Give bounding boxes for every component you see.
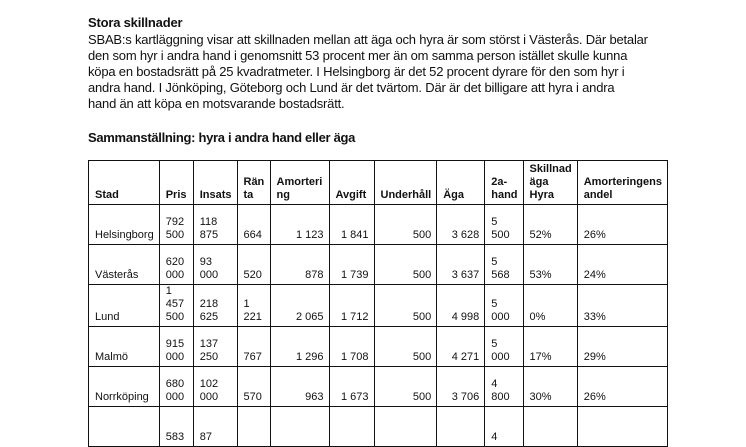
table-cell	[437, 407, 485, 447]
table-cell: 500	[374, 327, 437, 367]
table-cell: 4 271	[437, 327, 485, 367]
table-cell: 767	[237, 327, 270, 367]
table-cell: 29%	[577, 327, 667, 367]
table-cell: 1 457 500	[159, 285, 193, 327]
table-cell: 583	[159, 407, 193, 447]
table-cell: Västerås	[89, 245, 160, 285]
table-cell: 1 712	[329, 285, 374, 327]
table-cell: 1 739	[329, 245, 374, 285]
table-cell: 118 875	[193, 205, 237, 245]
table-cell: 93 000	[193, 245, 237, 285]
paragraph-line: köpa en bostadsrätt på 25 kvadratmeter. I Helsingborg är det 52 procent dyrare för den som hyr i	[88, 64, 625, 79]
header-cell: Äga	[437, 161, 485, 205]
paragraph-line: den som hyr i andra hand i genomsnitt 53 procent mer än om samma person istället skulle kunna	[88, 48, 628, 63]
table-cell: 53%	[523, 245, 577, 285]
table-cell: 5 500	[485, 205, 523, 245]
table-cell	[374, 407, 437, 447]
table-cell: 4	[485, 407, 523, 447]
table-cell: 102 000	[193, 367, 237, 407]
table-cell: 500	[374, 285, 437, 327]
table-cell: 4 800	[485, 367, 523, 407]
table-cell: 500	[374, 245, 437, 285]
table-cell: 26%	[577, 367, 667, 407]
table-cell: 17%	[523, 327, 577, 367]
header-cell: Skillnad äga Hyra	[523, 161, 577, 205]
table-cell: Norrköping	[89, 367, 160, 407]
table-cell: 520	[237, 245, 270, 285]
table-cell: 792 500	[159, 205, 193, 245]
comparison-table	[88, 160, 668, 447]
header-cell: Räntа	[237, 161, 270, 205]
table-row	[89, 205, 668, 245]
table-cell: 218 625	[193, 285, 237, 327]
table-cell: 620 000	[159, 245, 193, 285]
table-cell: 137 250	[193, 327, 237, 367]
table-cell: 963	[270, 367, 329, 407]
header-cell: Amorteringens andel	[577, 161, 667, 205]
table-cell: 5 000	[485, 285, 523, 327]
table-cell: 664	[237, 205, 270, 245]
table-cell: 5 000	[485, 327, 523, 367]
table-cell: 24%	[577, 245, 667, 285]
table-cell: 33%	[577, 285, 667, 327]
table-cell: 87	[193, 407, 237, 447]
table-cell: Helsingborg	[89, 205, 160, 245]
header-cell: Pris	[159, 161, 193, 205]
table-cell: 3 628	[437, 205, 485, 245]
table-cell: 1 296	[270, 327, 329, 367]
table-header-row	[89, 161, 668, 205]
table-cell: 1 221	[237, 285, 270, 327]
table-cell: 915 000	[159, 327, 193, 367]
paragraph-line: SBAB:s kartläggning visar att skillnaden mellan att äga och hyra är som störst i Västerås. Där betalar	[88, 32, 648, 47]
table-cell: 30%	[523, 367, 577, 407]
table-cell	[329, 407, 374, 447]
table-cell: 4 998	[437, 285, 485, 327]
header-cell: 2a-hand	[485, 161, 523, 205]
header-cell: Amorteri ng	[270, 161, 329, 205]
table-cell: 0%	[523, 285, 577, 327]
table-title: Sammanställning: hyra i andra hand eller äga	[88, 130, 356, 145]
table-cell	[270, 407, 329, 447]
table-cell: 500	[374, 367, 437, 407]
table-row	[89, 285, 668, 327]
header-cell: Avgift	[329, 161, 374, 205]
paragraph-line: andra hand. I Jönköping, Göteborg och Lund är det tvärtom. Där är det billigare att hyra i andra	[88, 80, 615, 95]
table-cell: Malmö	[89, 327, 160, 367]
table-cell: 878	[270, 245, 329, 285]
table-cell	[89, 407, 160, 447]
table-cell: 3 637	[437, 245, 485, 285]
table-cell: Lund	[89, 285, 160, 327]
header-cell: Insats	[193, 161, 237, 205]
table-cell: 3 706	[437, 367, 485, 407]
section-heading: Stora skillnader	[88, 15, 183, 30]
table-cell: 500	[374, 205, 437, 245]
table-cell: 52%	[523, 205, 577, 245]
table-cell: 1 123	[270, 205, 329, 245]
table-row	[89, 327, 668, 367]
table-cell: 680 000	[159, 367, 193, 407]
table-cell: 1 841	[329, 205, 374, 245]
table-row	[89, 407, 668, 447]
table-row	[89, 245, 668, 285]
header-cell: Underhåll	[374, 161, 437, 205]
table-cell: 1 708	[329, 327, 374, 367]
article-paragraph	[88, 32, 688, 112]
header-cell: Stad	[89, 161, 160, 205]
table-cell	[237, 407, 270, 447]
paragraph-line: hand än att köpa en motsvarande bostadsrätt.	[88, 96, 345, 111]
table-cell: 1 673	[329, 367, 374, 407]
table-cell: 570	[237, 367, 270, 407]
table-cell	[523, 407, 577, 447]
table-row	[89, 367, 668, 407]
table-cell: 2 065	[270, 285, 329, 327]
table-cell: 26%	[577, 205, 667, 245]
table-cell	[577, 407, 667, 447]
table-cell: 5 568	[485, 245, 523, 285]
